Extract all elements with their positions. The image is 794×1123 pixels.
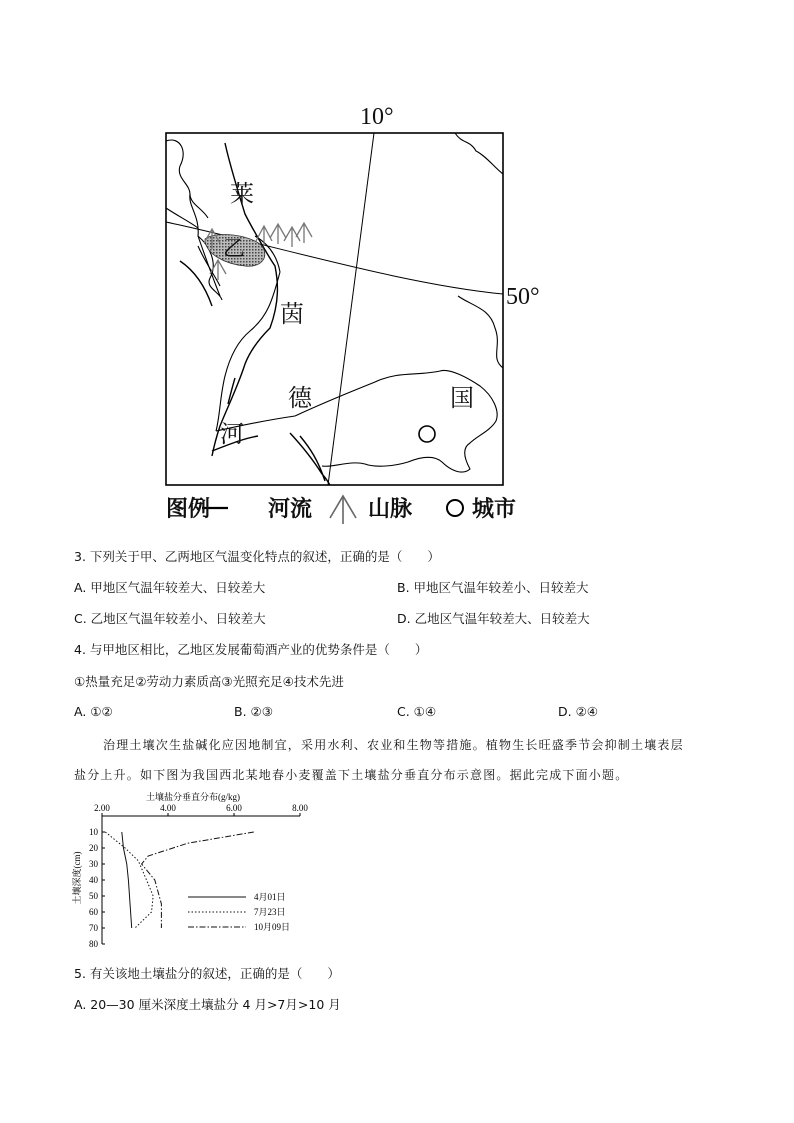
chart-legend-label-1: 4月01日 [254,892,286,902]
map-label-yi: 乙 [223,237,246,262]
chart-series-line-3 [142,832,254,928]
chart-series-line-1 [122,832,132,928]
q3-option-a[interactable]: A. 甲地区气温年较差大、日较差大 [74,580,266,595]
chart-ylabel: 土壤深度(cm) [72,851,82,905]
chart-y-tick-label: 50 [89,891,98,901]
chart-legend-label-3: 10月09日 [254,922,291,932]
meridian-line [328,133,374,485]
legend-mountain-icon [330,496,356,524]
chart-series [105,832,254,928]
q4-items: ①热量充足②劳动力素质高③光照充足④技术先进 [74,674,344,689]
q4-option-d[interactable]: D. ②④ [558,704,598,719]
q4-option-b[interactable]: B. ②③ [234,704,273,719]
chart-y-tick-label: 60 [89,907,98,917]
chart-y-tick-label: 30 [89,859,98,869]
chart-legend [188,892,290,932]
q4-option-a[interactable]: A. ①② [74,704,113,719]
q4-option-c[interactable]: C. ①④ [397,704,437,719]
map-label-guo: 国 [450,384,474,412]
legend-mountain-label: 山脉 [368,497,413,522]
chart-x-tick-label: 6.00 [226,803,242,813]
q3-option-c[interactable]: C. 乙地区气温年较差小、日较差大 [74,611,266,626]
map-label-he: 河 [220,420,244,448]
chart-y-tick-label: 10 [89,827,98,837]
chart-x-tick-label: 8.00 [292,803,308,813]
city-icon [419,426,435,442]
q5-option-a[interactable]: A. 20—30 厘米深度土壤盐分 4 月>7月>10 月 [74,997,341,1012]
chart-series-line-2 [105,832,153,928]
chart-y-tick-label: 70 [89,923,98,933]
chart-y-tick-label: 80 [89,939,98,948]
legend-river-label: 河流 [268,497,313,522]
q5-stem: 5. 有关该地土壤盐分的叙述，正确的是（ ） [74,966,340,981]
q3-stem: 3. 下列关于甲、乙两地区气温变化特点的叙述，正确的是（ ） [74,549,440,564]
chart-x-tick-label: 4.00 [160,803,176,813]
parallel-label: 50° [506,284,540,310]
passage-line-1: 治理土壤次生盐碱化应因地制宜，采用水利、农业和生物等措施。植物生长旺盛季节会抑制土壤表层 [103,738,684,752]
passage-line-2: 盐分上升。如下图为我国西北某地春小麦覆盖下土壤盐分垂直分布示意图。据此完成下面小题。 [74,768,629,782]
q3-option-d[interactable]: D. 乙地区气温年较差大、日较差大 [397,611,590,626]
map-label-lai: 莱 [230,180,254,208]
country-borders [166,133,503,472]
legend-city-label: 城市 [472,497,517,522]
map-figure [150,96,560,526]
meridian-label: 10° [360,104,394,130]
chart-y-tick-label: 20 [89,843,98,853]
legend-title: 图例 [166,497,211,522]
q4-stem: 4. 与甲地区相比，乙地区发展葡萄酒产业的优势条件是（ ） [74,642,428,657]
map-drawing [150,96,560,526]
salinity-chart-svg [68,788,328,948]
chart-title: 土壤盐分垂直分布(g/kg) [146,792,240,802]
salinity-chart [68,788,328,948]
chart-y-tick-label: 40 [89,875,98,885]
rivers [180,143,330,485]
q3-option-b[interactable]: B. 甲地区气温年较差小、日较差大 [397,580,589,595]
chart-x-tick-label: 2.00 [94,803,110,813]
chart-legend-label-2: 7月23日 [254,907,286,917]
map-label-yin: 茵 [280,300,304,328]
parallel-line [166,222,503,294]
legend-city-icon [447,500,463,516]
map-label-de: 德 [288,384,312,412]
